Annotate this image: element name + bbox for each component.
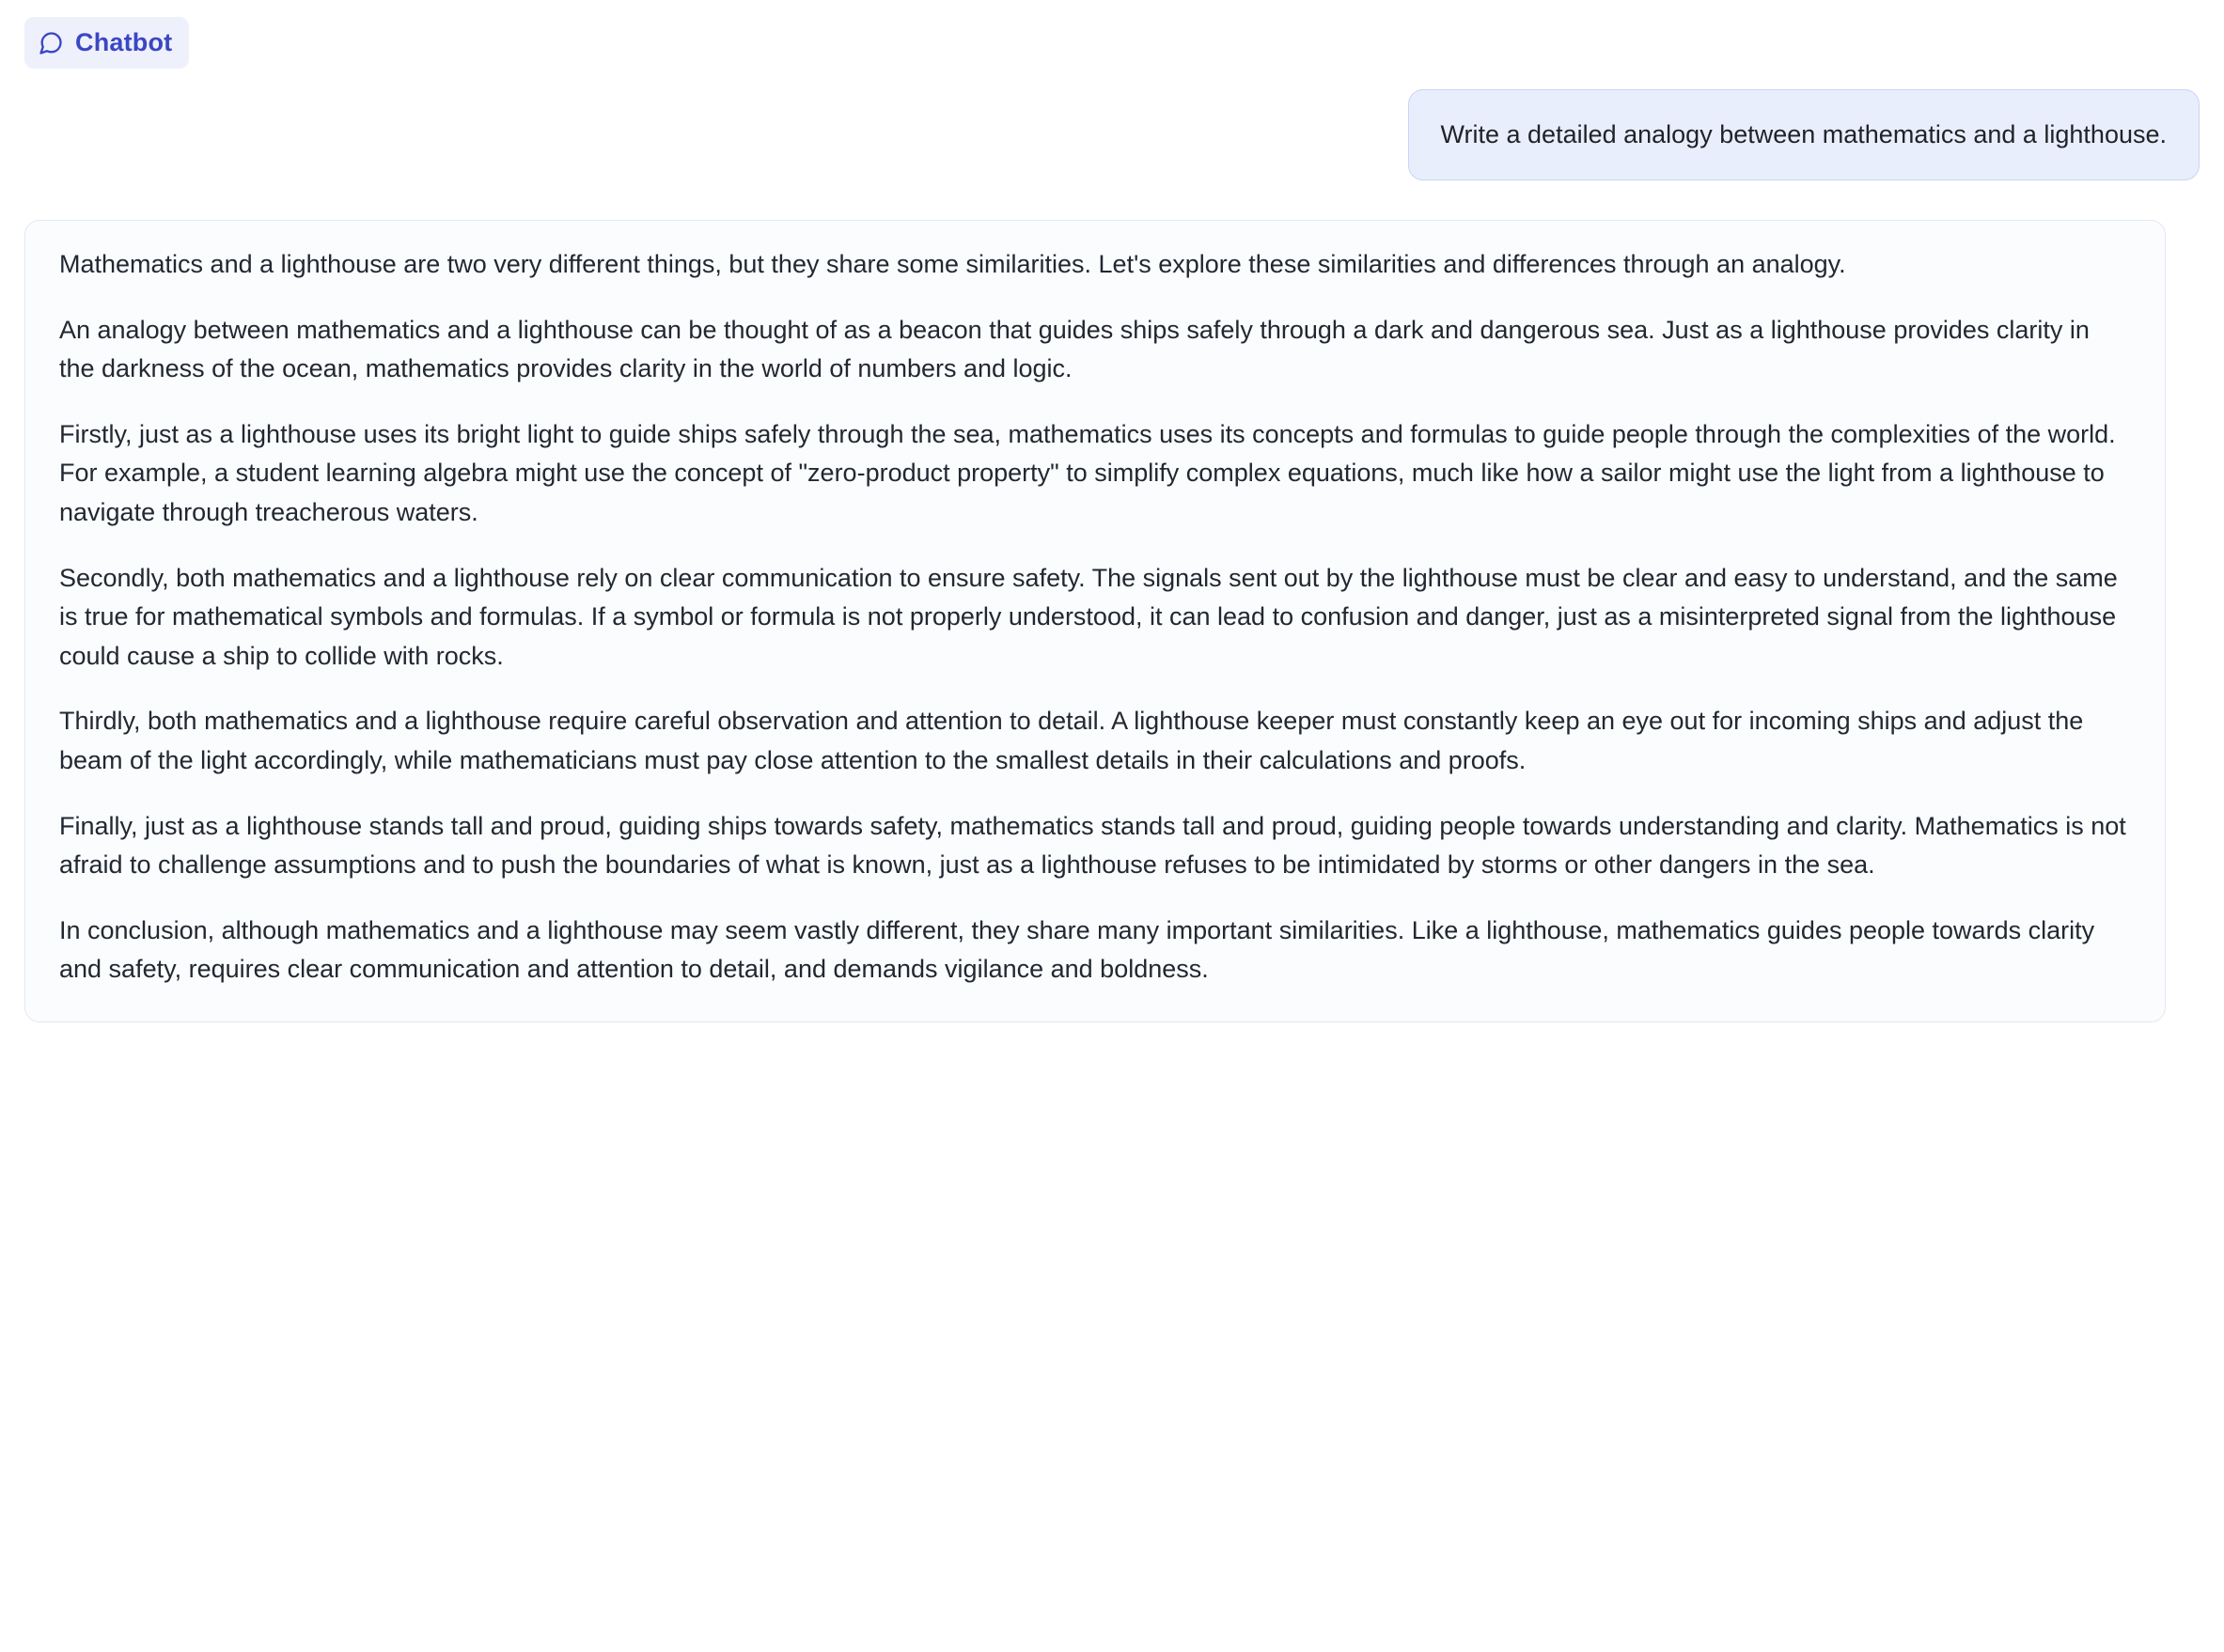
message-list — [24, 89, 2200, 1022]
assistant-paragraph: In conclusion, although mathematics and a lighthouse may seem vastly different, they share many important similarities. Like a lighthouse, mathematics guides people towards clarity and safety, requires clear communication and attention to detail, and demands vigilance and boldness. — [59, 915, 2095, 984]
chatbot-component-label — [24, 17, 189, 69]
assistant-message-row — [24, 220, 2200, 1022]
assistant-message-bubble[interactable] — [24, 220, 2166, 1022]
user-message-bubble[interactable]: Write a detailed analogy between mathematics and a lighthouse. — [1408, 89, 2200, 180]
assistant-paragraph: Firstly, just as a lighthouse uses its bright light to guide ships safely through the sea, mathematics uses its concepts and formulas to guide people through the complexities of the world. For example, a student learning algebra might use the concept of "zero-product property" to simplify complex equations, much like how a sailor might use the light from a lighthouse to navigate through treacherous waters. — [59, 419, 2116, 527]
user-message-row — [24, 89, 2200, 180]
assistant-paragraph: Thirdly, both mathematics and a lighthouse require careful observation and attention to detail. A lighthouse keeper must constantly keep an eye out for incoming ships and adjust the beam of the light accordingly, while mathematicians must pay close attention to the smallest details in their calculations and proofs. — [59, 707, 2084, 774]
assistant-paragraph: Secondly, both mathematics and a lighthouse rely on clear communication to ensure safety. The signals sent out by the lighthouse must be clear and easy to understand, and the same is true for mathematical symbols and formulas. If a symbol or formula is not properly understood, it can lead to confusion and danger, just as a misinterpreted signal from the lighthouse could cause a ship to collide with rocks. — [59, 563, 2118, 670]
chat-bubble-icon — [38, 30, 64, 56]
assistant-paragraph: Mathematics and a lighthouse are two very different things, but they share some similarities. Let's explore these similarities and differences through an analogy. — [59, 250, 1846, 279]
chatbot-label-text: Chatbot — [75, 28, 173, 56]
assistant-paragraph: An analogy between mathematics and a lighthouse can be thought of as a beacon that guides ships safely through a dark and dangerous sea. Just as a lighthouse provides clarity in the darkness of the ocean, mathematics provides clarity in the world of numbers and logic. — [59, 315, 2090, 383]
assistant-paragraph: Finally, just as a lighthouse stands tall and proud, guiding ships towards safety, mathematics stands tall and proud, guiding people towards understanding and clarity. Mathematics is not afraid to challenge assumptions and to push the boundaries of what is known, just as a lighthouse refuses to be intimidated by storms or other dangers in the sea. — [59, 811, 2126, 880]
